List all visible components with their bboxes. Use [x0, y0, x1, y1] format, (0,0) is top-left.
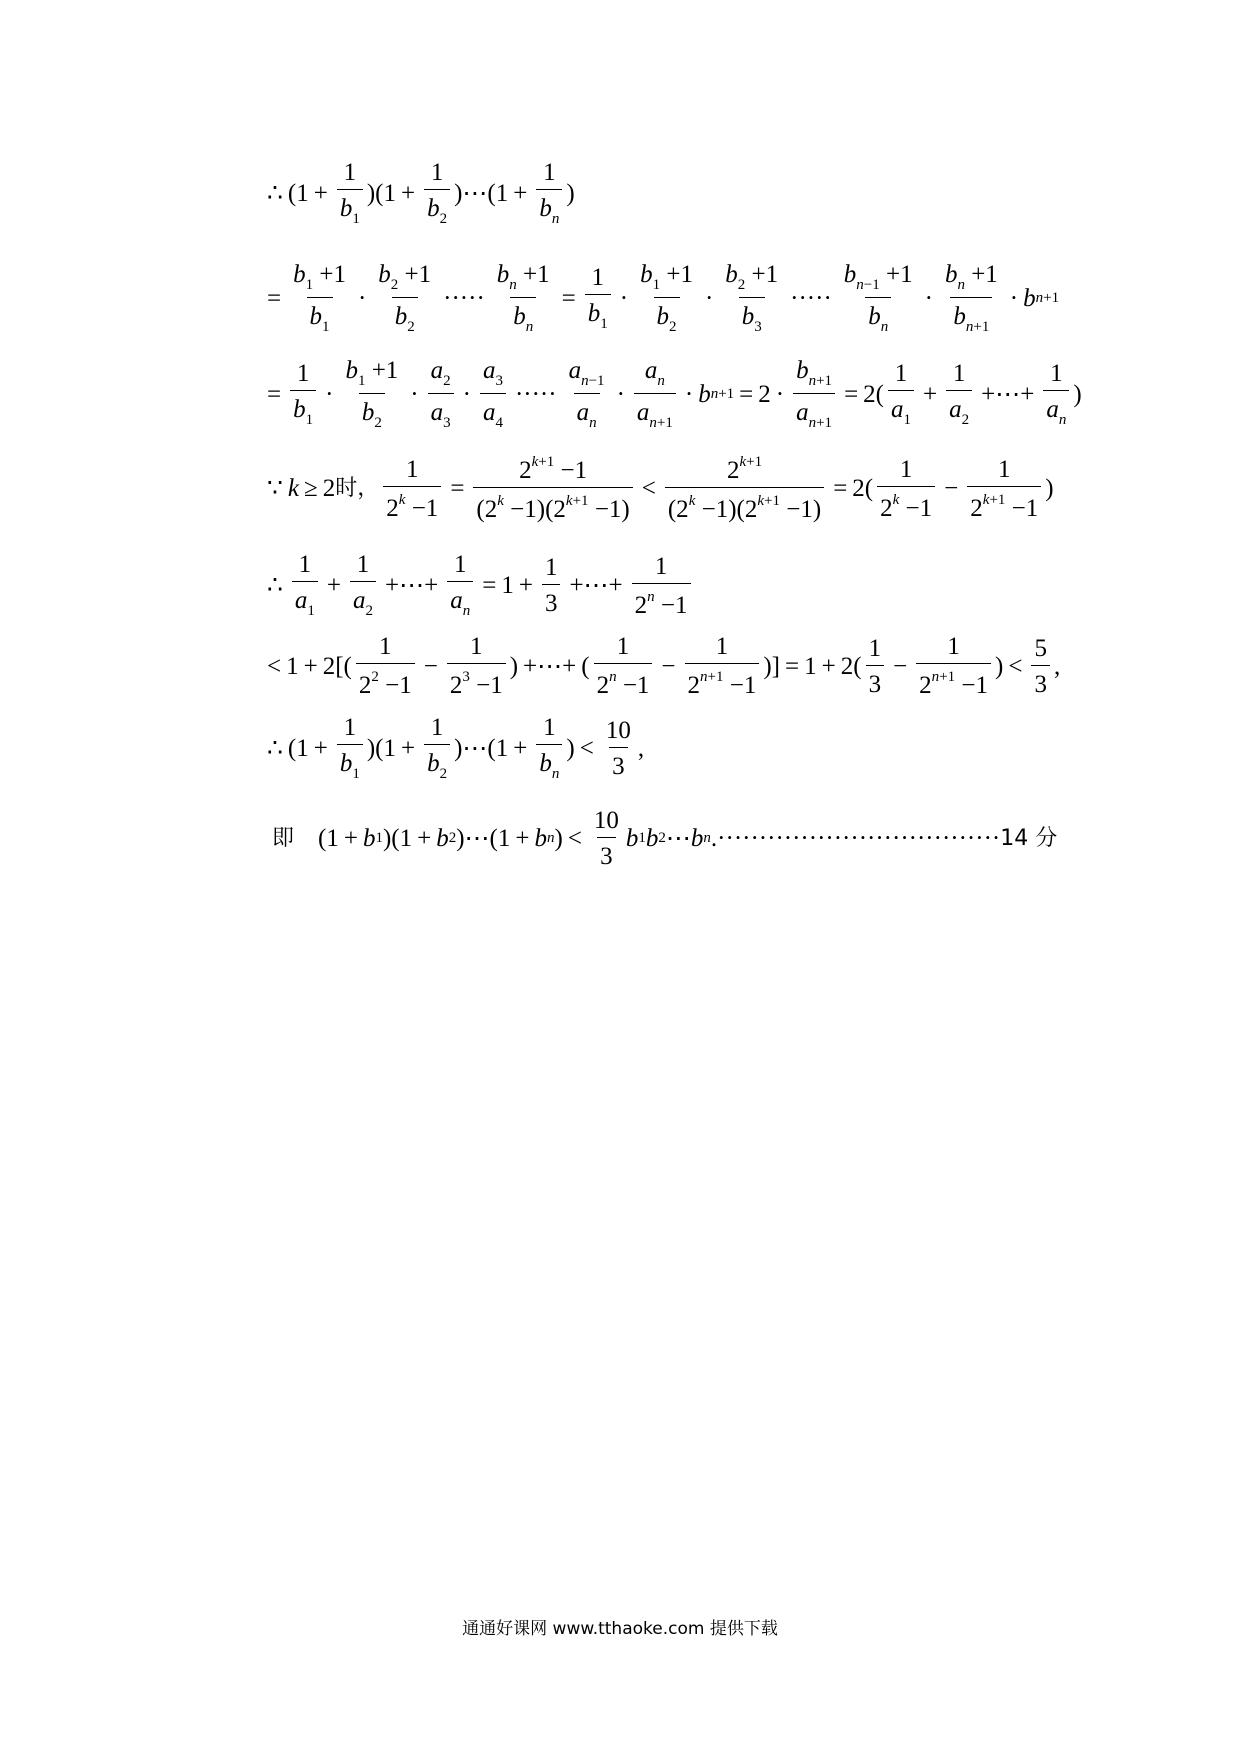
fraction: $\frac{1}{b_1}$ [337, 160, 363, 227]
fraction: $\frac{1}{b_2}$ [424, 160, 450, 227]
math-line-7: ∴ (1 + $\frac{1}{b_1}$ )(1 + $\frac{1}{b_2}$ )⋯(1 + $\frac{1}{b_n}$ ) < $\frac{10}{3}$ , [267, 714, 645, 782]
math-line-6: < 1 + 2[( $\frac{1}{2^2 -1}$ − $\frac{1}{2^3 -1}$ ) +⋯+ ( $\frac{1}{2^n -1}$ − $\frac{1}{2^{n+1} -1}$ )] = 1 + 2( $\frac{1}{3}$ − $\frac{1}{2^{n+1} -1}$ ) < $\frac{5}{3}$ , [267, 633, 1061, 699]
score-label: 14 分 [1000, 825, 1058, 851]
page-footer: 通通好课网 www.tthaoke.com 提供下载 [462, 1619, 778, 1639]
math-line-8: 即 (1 + b 1 )(1 + b 2 )⋯(1 + b n ) < $\frac{10}{3}$ b 1 b 2 ⋯ b n . ·································· 14 分 [272, 807, 1058, 870]
math-line-5: ∴ $\frac{1}{a_1}$ + $\frac{1}{a_2}$ +⋯+ $\frac{1}{a_n}$ = 1 + $\frac{1}{3}$ +⋯+ $\frac{1}{2^n -1}$ [262, 552, 695, 619]
leader-dots: ·································· [717, 825, 1001, 852]
math-line-1: ∴ (1 + $\frac{1}{b_1}$ )(1 + $\frac{1}{b_2}$ )⋯(1 + $\frac{1}{b_n}$ ) [267, 159, 575, 227]
math-line-3: = $\frac{1}{b_1}$ · $\frac{b_1 +1}{b_2}$ · $\frac{a_2}{a_3}$ · $\frac{a_3}{a_4}$ ····· $\frac{a_{n-1}}{a_n}$ · $\frac{a_n}{a_{n+1}}$ · b n+1 = 2 · $\frac{b_{n+1}}{a_{n+1}}$ = 2( $\frac{1}{a_1}$ + $\frac{1}{a_2}$ +⋯+ $\frac{1}{a_n}$ ) [267, 357, 1082, 431]
text-ji: 即 [272, 825, 295, 851]
fraction: $\frac{1}{b_n}$ [536, 160, 562, 227]
text-shi: 时 [335, 475, 358, 501]
math-line-2: = $\frac{b_1 +1}{b_1}$ · $\frac{b_2 +1}{b_2}$ ····· $\frac{b_n +1}{b_n}$ = $\frac{1}{b_1}$ · $\frac{b_1 +1}{b_2}$ · $\frac{b_2 +1}{b_3}$ ····· $\frac{b_{n-1} +1}{b_n}$ · $\frac{b_n +1}{b_{n+1}}$ · b n+1 [267, 261, 1060, 335]
math-line-4: ∵ k ≥ 2 时 ， $\frac{1}{2^k -1}$ = $\frac{2^{k+1} -1}{(2^k -1)(2^{k+1} -1)}$ < $\frac{2^{k+1}}{(2^k -1)(2^{k+1} -1)}$ = 2( $\frac{1}{2^k -1}$ − $\frac{1}{2^{k+1} -1}$ ) [267, 454, 1054, 523]
